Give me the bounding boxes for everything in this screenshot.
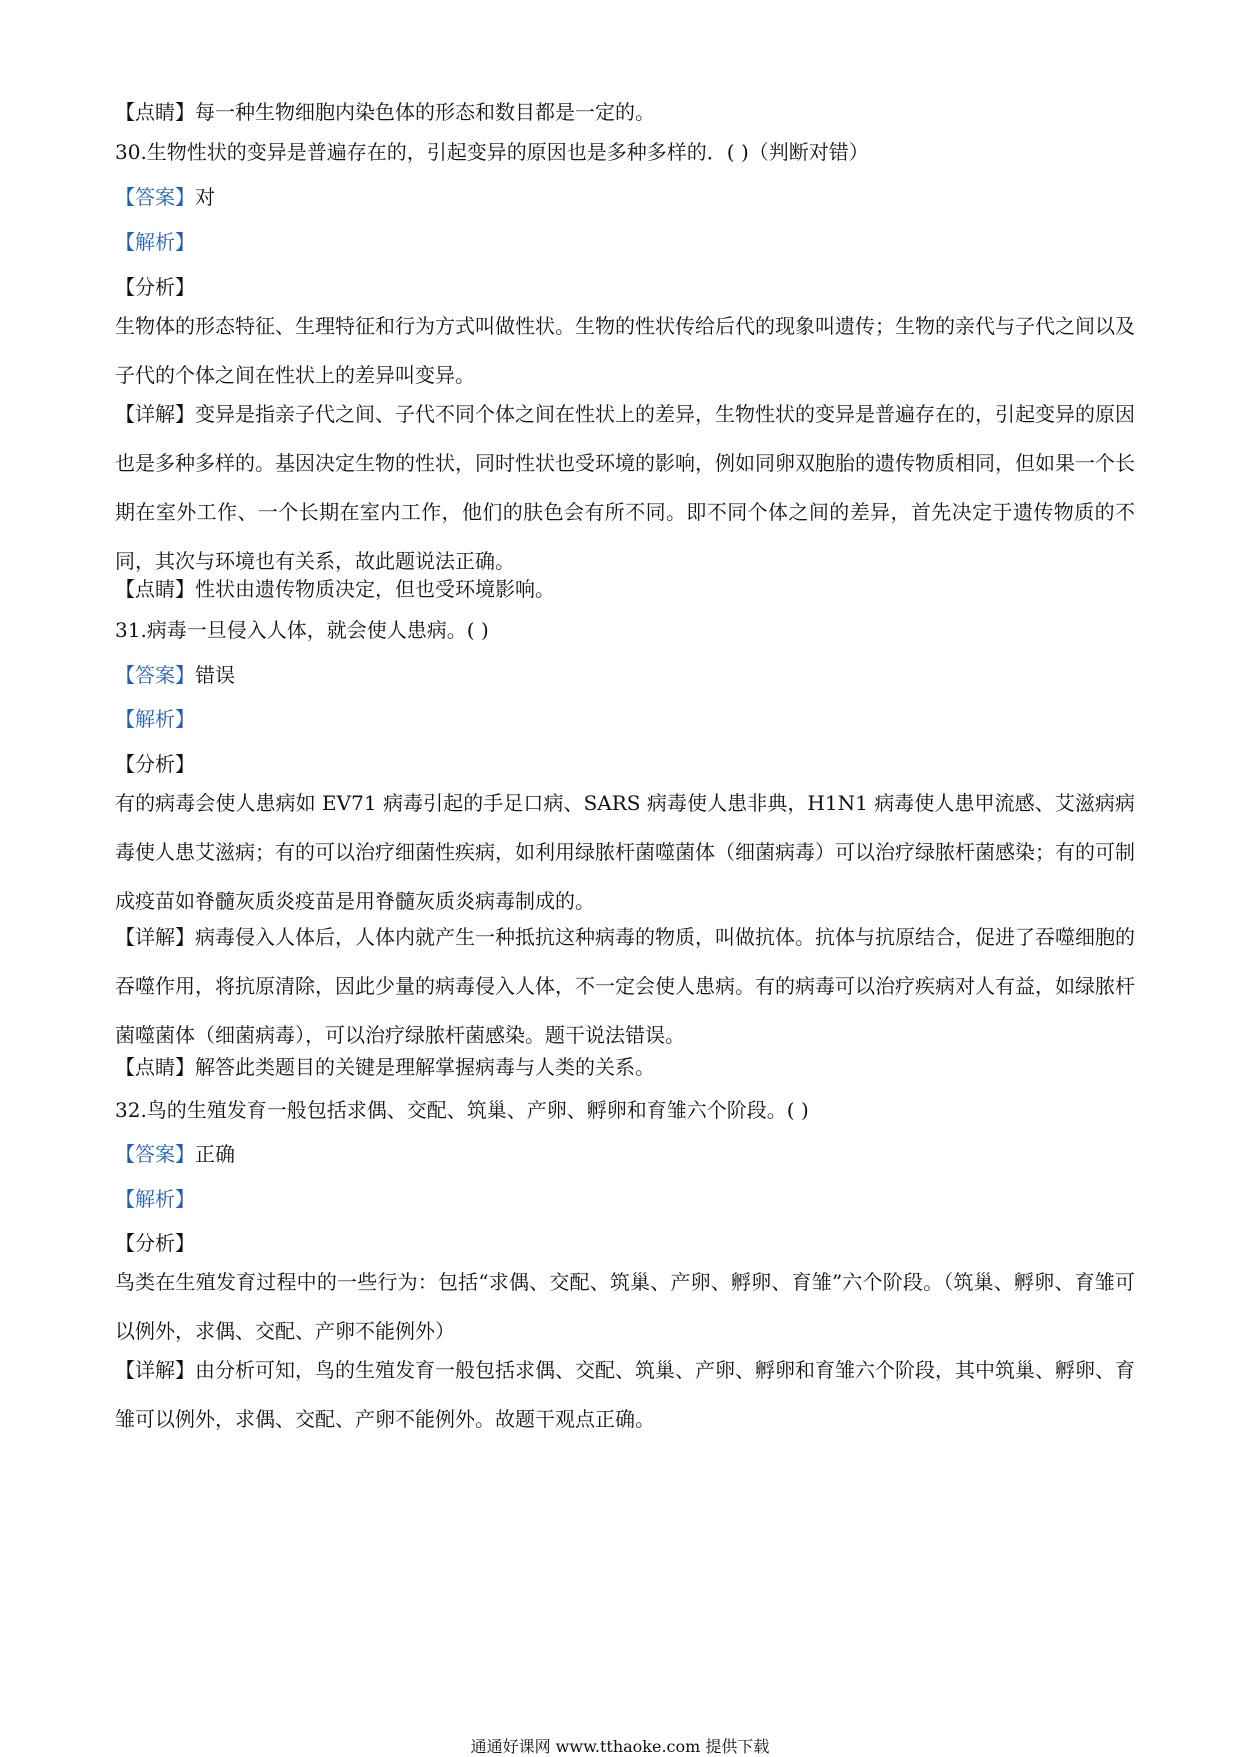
q30-review: 【点睛】性状由遗传物质决定，但也受环境影响。: [115, 577, 555, 601]
footer-source: 通通好课网 www.tthaoke.com 提供下载: [470, 1737, 770, 1756]
q30-explain-tag: 【解析】: [115, 230, 195, 254]
q31-detail: 【详解】病毒侵入人体后，人体内就产生一种抵抗这种病毒的物质，叫做抗体。抗体与抗原结合，促进了吞噬细胞的吞噬作用，将抗原清除，因此少量的病毒侵入人体，不一定会使人患病。有的病毒可以治疗疾病对人有益，如绿脓杆菌噬菌体（细菌病毒），可以治疗绿脓杆菌感染。题干说法错误。: [115, 925, 1135, 1047]
q30-analysis-tag: 【分析】: [115, 275, 195, 299]
q30-detail: 【详解】变异是指亲子代之间、子代不同个体之间在性状上的差异，生物性状的变异是普遍存在的，引起变异的原因也是多种多样的。基因决定生物的性状，同时性状也受环境的影响，例如同卵双胞胎的遗传物质相同，但如果一个长期在室外工作、一个长期在室内工作，他们的肤色会有所不同。即不同个体之间的差异，首先决定于遗传物质的不同，其次与环境也有关系，故此题说法正确。: [115, 402, 1135, 573]
q32-analysis: 鸟类在生殖发育过程中的一些行为：包括“求偶、交配、筑巢、产卵、孵卵、育雏”六个阶段。（筑巢、孵卵、育雏可以例外，求偶、交配、产卵不能例外）: [115, 1270, 1135, 1343]
q32-analysis-tag: 【分析】: [115, 1231, 195, 1255]
q32-detail: 【详解】由分析可知，鸟的生殖发育一般包括求偶、交配、筑巢、产卵、孵卵和育雏六个阶段，其中筑巢、孵卵、育雏可以例外，求偶、交配、产卵不能例外。故题干观点正确。: [115, 1358, 1135, 1431]
q31-analysis: 有的病毒会使人患病如 EV71 病毒引起的手足口病、SARS 病毒使人患非典，H1N1 病毒使人患甲流感、艾滋病病毒使人患艾滋病；有的可以治疗细菌性疾病，如利用绿脓杆菌噬菌体（细菌病毒）可以治疗绿脓杆菌感染；有的可制成疫苗如脊髓灰质炎疫苗是用脊髓灰质炎病毒制成的。: [115, 791, 1135, 913]
q32-explain-tag: 【解析】: [115, 1187, 195, 1211]
q30-question: 30.生物性状的变异是普遍存在的，引起变异的原因也是多种多样的．( )（判断对错）: [115, 140, 869, 164]
q32-answer: 【答案】正确: [115, 1142, 235, 1166]
q31-answer: 【答案】错误: [115, 663, 235, 687]
q30-analysis: 生物体的形态特征、生理特征和行为方式叫做性状。生物的性状传给后代的现象叫遗传；生物的亲代与子代之间以及子代的个体之间在性状上的差异叫变异。: [115, 314, 1135, 387]
q31-question: 31.病毒一旦侵入人体，就会使人患病。( ): [115, 618, 489, 642]
q31-explain-tag: 【解析】: [115, 707, 195, 731]
q32-question: 32.鸟的生殖发育一般包括求偶、交配、筑巢、产卵、孵卵和育雏六个阶段。( ): [115, 1098, 809, 1122]
q30-answer: 【答案】对: [115, 185, 215, 209]
q31-review: 【点睛】解答此类题目的关键是理解掌握病毒与人类的关系。: [115, 1055, 655, 1079]
q29-review: 【点睛】每一种生物细胞内染色体的形态和数目都是一定的。: [115, 100, 655, 124]
q31-analysis-tag: 【分析】: [115, 752, 195, 776]
